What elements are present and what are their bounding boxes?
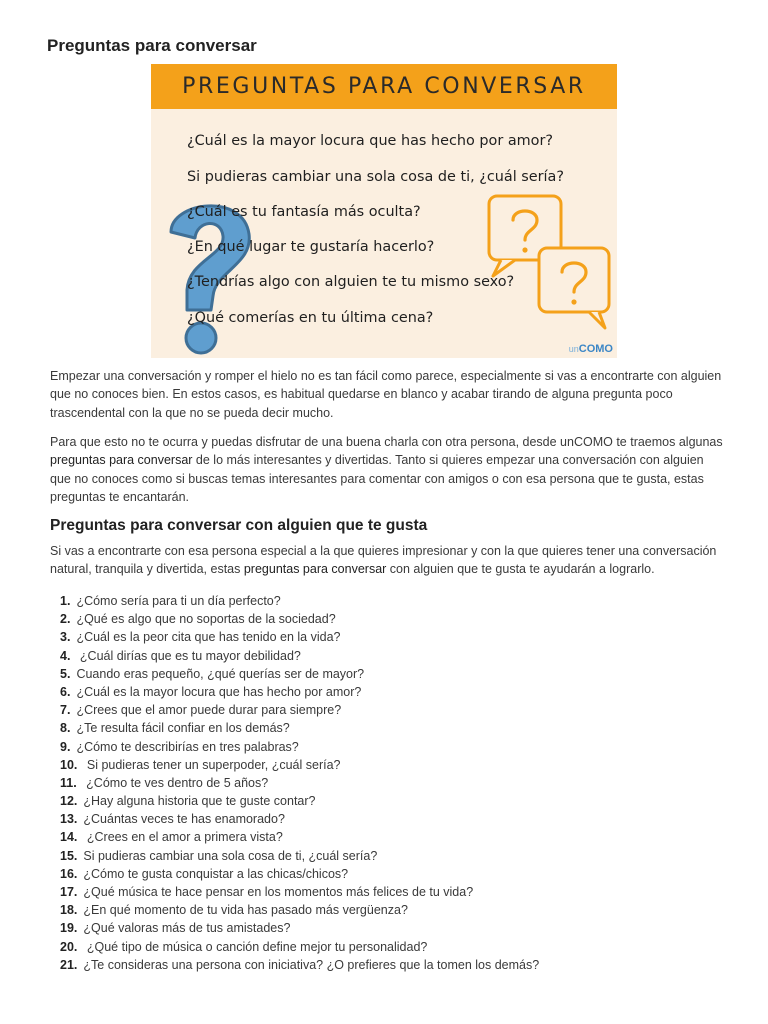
section-heading: Preguntas para conversar con alguien que te gusta <box>50 517 428 534</box>
list-item-text: ¿Crees en el amor a primera vista? <box>83 830 283 845</box>
list-item-text: ¿Cómo sería para ti un día perfecto? <box>76 594 281 608</box>
list-item-number: 13. <box>60 812 78 827</box>
list-item-text: ¿Te resulta fácil confiar en los demás? <box>76 721 290 736</box>
list-item <box>60 828 720 846</box>
list-item-number: 16. <box>60 866 78 881</box>
list-item <box>60 865 720 883</box>
list-item-number: 5. <box>60 666 71 681</box>
hero-banner <box>151 64 617 109</box>
list-item <box>60 719 720 737</box>
hero-question-5: ¿Tendrías algo con alguien te tu mismo sexo? <box>187 274 515 290</box>
list-item-number: 1. <box>60 594 71 608</box>
speech-bubble-icon-2 <box>533 242 617 332</box>
list-item <box>60 810 720 828</box>
list-item-number: 3. <box>60 630 71 645</box>
list-item-number: 2. <box>60 612 71 627</box>
list-item <box>60 938 720 956</box>
intro-paragraph-1: Empezar una conversación y romper el hielo no es tan fácil como parece, especialmente si vas a encontrarte con alguien que no conoces bien. En estos casos, es habitual quedarse en blanco y acabar tirando de alguna pregunta poco trascendental con la que no se pueda decir mucho. <box>50 369 722 420</box>
list-item-number: 9. <box>60 739 71 754</box>
list-item <box>60 847 720 865</box>
list-item-number: 14. <box>60 830 78 845</box>
list-item-number: 18. <box>60 903 78 918</box>
list-item-text: ¿Te consideras una persona con iniciativa? ¿O prefieres que la tomen los demás? <box>83 957 540 972</box>
list-item-number: 19. <box>60 921 78 936</box>
hero-question-2: Si pudieras cambiar una sola cosa de ti, ¿cuál sería? <box>187 169 565 185</box>
list-item <box>60 738 720 756</box>
list-item-text: ¿Cómo te ves dentro de 5 años? <box>82 775 269 790</box>
list-item-text: ¿Cuál dirías que es tu mayor debilidad? <box>76 648 301 663</box>
list-item-text: ¿Crees que el amor puede durar para siempre? <box>76 703 342 718</box>
question-list <box>60 592 720 974</box>
list-item-number: 6. <box>60 684 71 699</box>
list-item-number: 7. <box>60 703 71 718</box>
list-item <box>60 701 720 719</box>
hero-question-3: ¿Cuál es tu fantasía más oculta? <box>187 204 421 220</box>
list-item-text: ¿Qué valoras más de tus amistades? <box>83 921 291 936</box>
list-item-text: ¿Cuál es la mayor locura que has hecho por amor? <box>76 684 362 699</box>
keyword-link: preguntas para conversar <box>50 453 193 468</box>
list-item <box>60 774 720 792</box>
list-item-number: 10. <box>60 757 78 772</box>
list-item-text: ¿Qué tipo de música o canción define mejor tu personalidad? <box>83 939 428 954</box>
list-item-text: ¿Cuántas veces te has enamorado? <box>83 812 285 827</box>
list-item <box>60 792 720 810</box>
list-item <box>60 901 720 919</box>
brand-logo: unCOMO <box>568 343 613 355</box>
list-item-number: 11. <box>60 775 77 790</box>
list-item <box>60 610 720 628</box>
list-item-number: 15. <box>60 848 78 863</box>
hero-image <box>151 64 617 358</box>
list-item-text: Si pudieras tener un superpoder, ¿cuál sería? <box>83 757 341 772</box>
list-item-number: 8. <box>60 721 71 736</box>
list-item <box>60 592 720 610</box>
hero-question-4: ¿En qué lugar te gustaría hacerlo? <box>187 239 435 255</box>
hero-banner-text: PREGUNTAS PARA CONVERSAR <box>182 74 586 99</box>
list-item-text: ¿En qué momento de tu vida has pasado más vergüenza? <box>83 903 408 918</box>
list-item-text: ¿Qué es algo que no soportas de la sociedad? <box>76 612 336 627</box>
list-item <box>60 628 720 646</box>
list-item-text: ¿Cómo te describirías en tres palabras? <box>76 739 299 754</box>
list-item <box>60 665 720 683</box>
list-item-text: ¿Qué música te hace pensar en los momentos más felices de tu vida? <box>83 885 474 899</box>
list-item-text: ¿Cuál es la peor cita que has tenido en la vida? <box>76 630 341 645</box>
section-paragraph: Si vas a encontrarte con esa persona especial a la que quieres impresionar y con la que quieres tener una conversación natural, tranquila y divertida, estas preguntas para conversar con alguien que te gusta te ayudarán a lograrlo. <box>50 544 717 577</box>
keyword-link: preguntas para conversar <box>243 562 387 577</box>
list-item <box>60 956 720 974</box>
list-item <box>60 683 720 701</box>
list-item <box>60 756 720 774</box>
list-item-number: 21. <box>60 957 78 972</box>
intro-paragraph-2: Para que esto no te ocurra y puedas disfrutar de una buena charla con otra persona, desde unCOMO te traemos algunas preguntas para conversar de lo más interesantes y divertidas. Tanto si quieres empezar una conversación con alguien que no conoces como si buscas temas interesantes para comentar con amigos o con esa persona que te gusta, estas preguntas te encantarán. <box>50 435 723 505</box>
hero-question-6: ¿Qué comerías en tu última cena? <box>187 310 434 326</box>
list-item-text: Cuando eras pequeño, ¿qué querías ser de mayor? <box>76 666 365 681</box>
list-item <box>60 883 720 901</box>
list-item <box>60 919 720 937</box>
list-item-text: ¿Hay alguna historia que te guste contar? <box>83 794 316 809</box>
list-item-number: 12. <box>60 794 78 809</box>
list-item-text: ¿Cómo te gusta conquistar a las chicas/chicos? <box>83 866 349 881</box>
list-item <box>60 647 720 665</box>
list-item-number: 20. <box>60 939 78 954</box>
hero-question-1: ¿Cuál es la mayor locura que has hecho por amor? <box>187 133 554 149</box>
list-item-text: Si pudieras cambiar una sola cosa de ti, ¿cuál sería? <box>83 848 378 863</box>
list-item-number: 4. <box>60 648 71 663</box>
list-item-number: 17. <box>60 885 78 899</box>
page-title: Preguntas para conversar <box>47 36 257 55</box>
